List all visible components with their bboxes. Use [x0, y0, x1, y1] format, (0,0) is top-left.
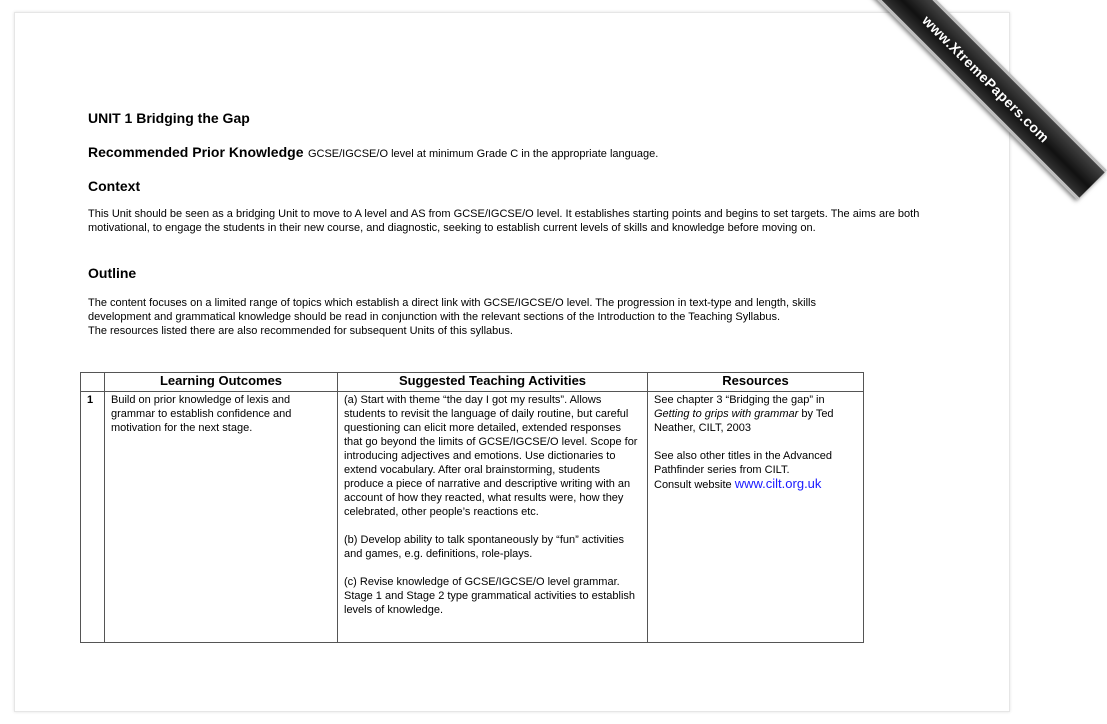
resource-pathfinder: See also other titles in the Advanced Pathfinder series from CILT.	[654, 450, 832, 476]
watermark-corner	[804, 0, 1053, 220]
table-row	[81, 392, 864, 643]
resource-website-prefix: Consult website	[654, 479, 732, 491]
activity-c: (c) Revise knowledge of GCSE/IGCSE/O level grammar. Stage 1 and Stage 2 type grammatical activities to establish levels of knowledge.	[344, 576, 636, 616]
activity-b: (b) Develop ability to talk spontaneously by “fun” activities and games, e.g. definitions, role-plays.	[344, 534, 625, 560]
syllabus-table	[80, 372, 864, 643]
resource-website	[654, 477, 857, 492]
learning-outcome-text: Build on prior knowledge of lexis and grammar to establish confidence and motivation for the next stage.	[111, 394, 292, 434]
teaching-activities-cell	[338, 392, 648, 643]
context-heading: Context	[88, 178, 141, 194]
prior-knowledge-text: GCSE/IGCSE/O level at minimum Grade C in the appropriate language.	[307, 148, 659, 160]
outline-line: The content focuses on a limited range of topics which establish a direct link with GCSE/IGCSE/O level. The progression in text-type and length, skills	[88, 297, 816, 309]
resource-book-suffix: by Ted Neather, CILT, 2003	[654, 408, 834, 434]
outline-line: development and grammatical knowledge should be read in conjunction with the relevant sections of the Introduction to the Teaching Syllabus.	[88, 311, 781, 323]
prior-knowledge	[88, 144, 658, 162]
unit-title: UNIT 1 Bridging the Gap	[88, 110, 250, 126]
learning-outcomes-header: Learning Outcomes	[105, 373, 338, 392]
teaching-activities-header: Suggested Teaching Activities	[338, 373, 648, 392]
learning-outcome-cell	[105, 392, 338, 643]
number-column-header	[81, 373, 105, 392]
outline-paragraph	[88, 296, 944, 338]
resource-book-prefix: See chapter 3 “Bridging the gap” in	[654, 394, 825, 406]
resource-book	[654, 393, 857, 435]
cilt-website-link[interactable]: www.cilt.org.uk	[734, 476, 822, 491]
watermark-ribbon: www.XtremePapers.com	[865, 0, 1107, 200]
activity-a: (a) Start with theme “the day I got my results”. Allows students to revisit the language of daily routine, but careful questioning can elicit more detailed, extended responses that go beyond the limits of GCSE/IGCSE/O level. Scope for introducing adjectives and emotions. Use dictionaries to extend vocabulary. After oral brainstorming, students produce a piece of narrative and descriptive writing with an account of how they reacted, what results were, how they celebrated, other people’s reactions etc.	[344, 394, 638, 518]
outline-line: The resources listed there are also recommended for subsequent Units of this syllabus.	[88, 325, 513, 337]
row-number: 1	[81, 392, 105, 643]
resource-book-title: Getting to grips with grammar	[654, 408, 799, 420]
outline-heading: Outline	[88, 265, 137, 281]
resources-cell	[648, 392, 864, 643]
resources-header: Resources	[648, 373, 864, 392]
table-header-row	[81, 373, 864, 392]
prior-knowledge-label: Recommended Prior Knowledge	[88, 144, 304, 160]
context-paragraph: This Unit should be seen as a bridging Unit to move to A level and AS from GCSE/IGCSE/O level. It establishes starting points and begins to set targets. The aims are both motivational, to engage the students in their new course, and diagnostic, seeking to establish current levels of skills and knowledge before moving on.	[88, 208, 920, 234]
